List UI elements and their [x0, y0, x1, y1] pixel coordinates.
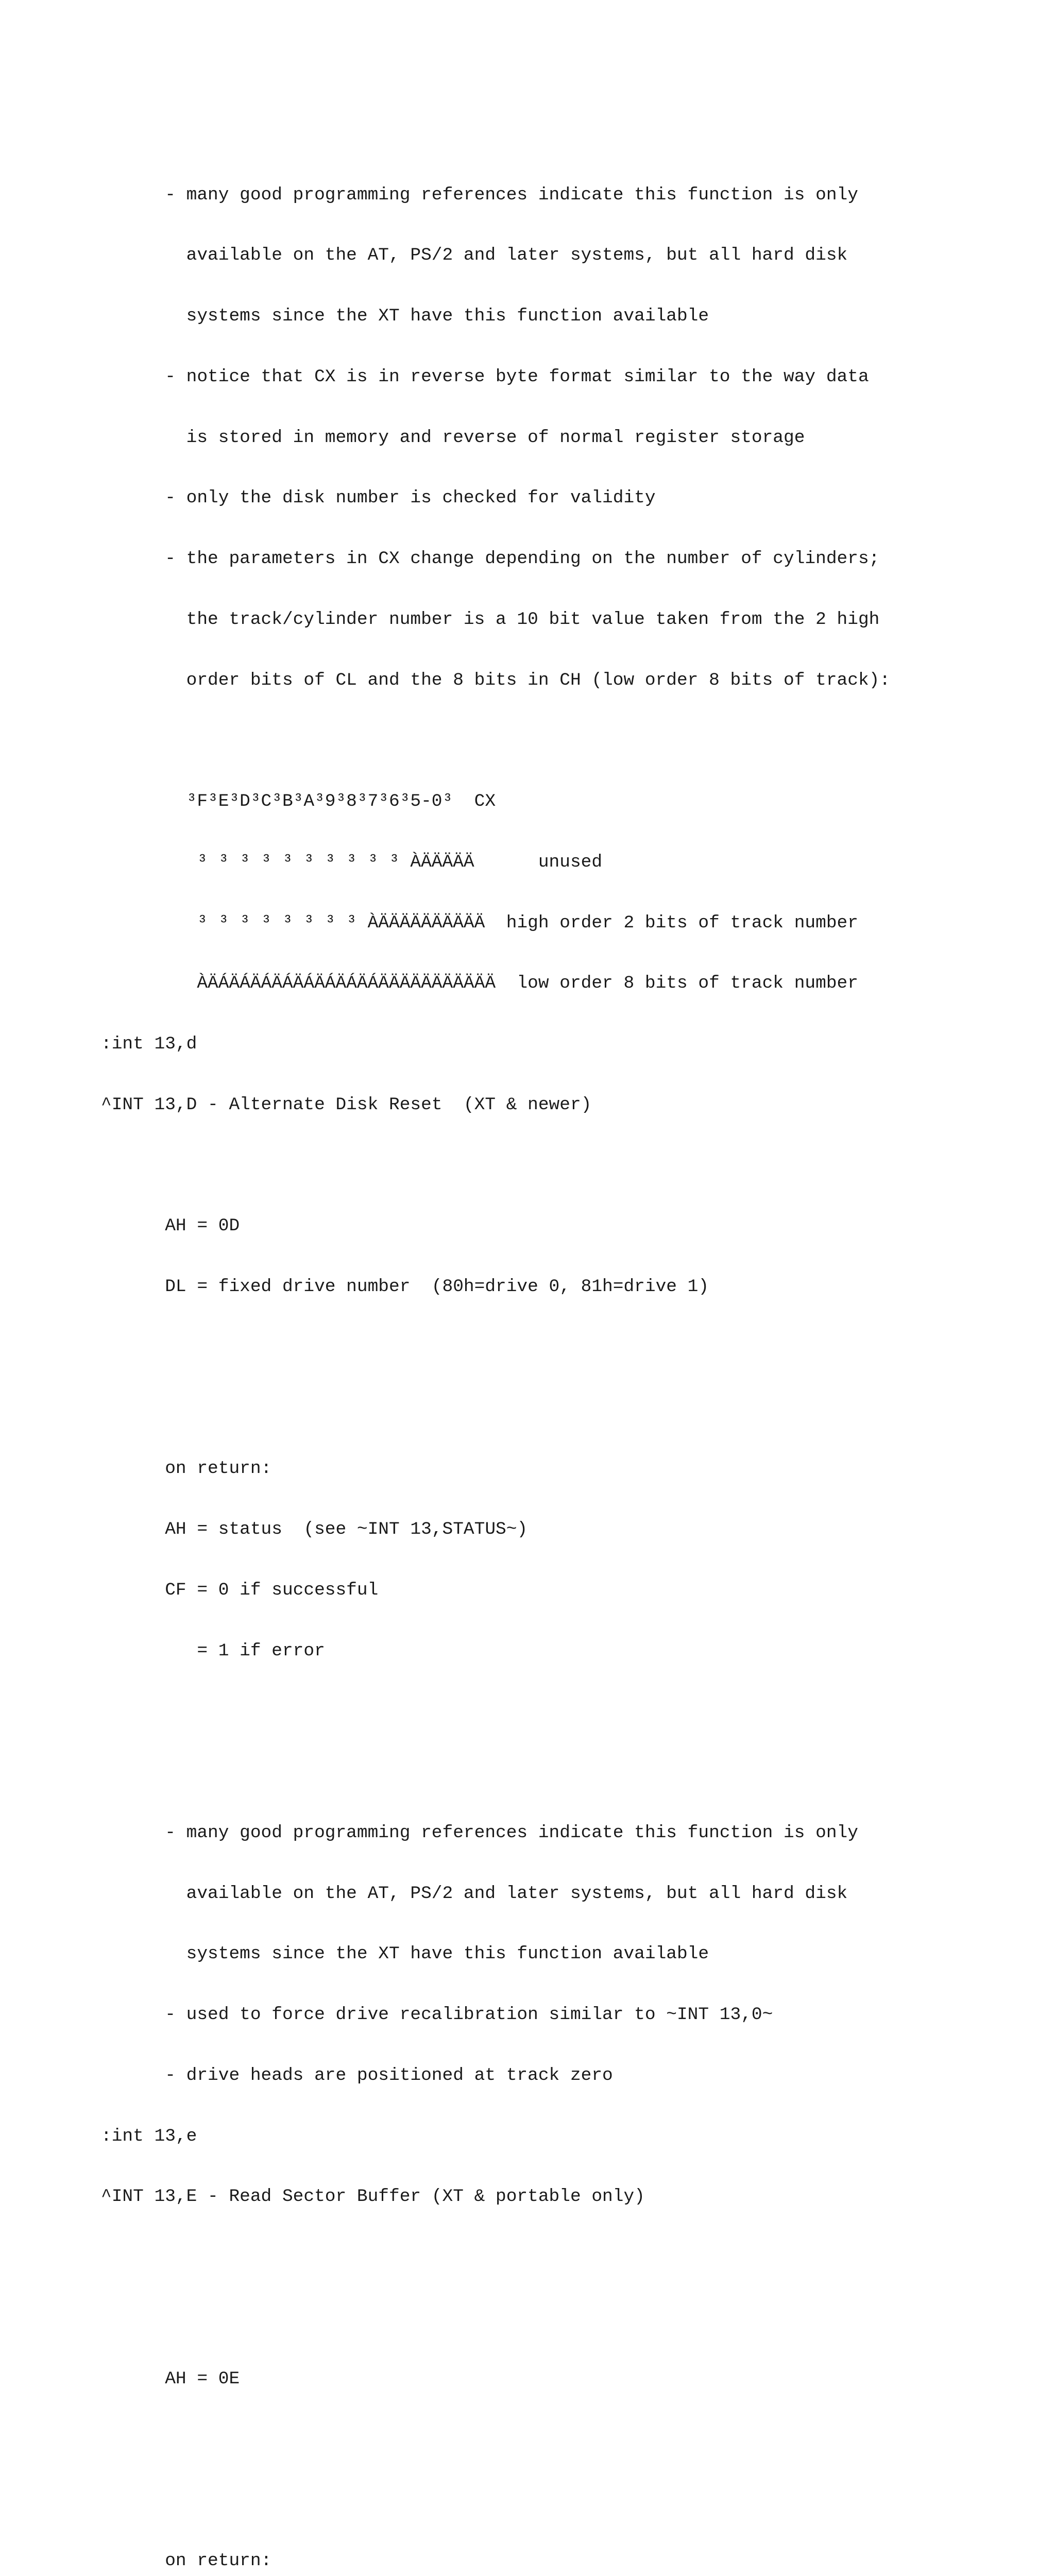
- blank-line: [101, 1701, 890, 1721]
- text-line: available on the AT, PS/2 and later systems, but all hard disk: [101, 1883, 848, 1904]
- blank-line: [101, 1337, 890, 1358]
- text-line: on return:: [101, 1459, 272, 1479]
- text-line: - many good programming references indicate this function is only: [101, 1822, 858, 1843]
- bit-diagram-header: ³F³E³D³C³B³A³9³8³7³6³5-0³ CX: [101, 791, 496, 811]
- blank-line: [101, 1398, 890, 1418]
- topic-tag: :int 13,e: [101, 2126, 197, 2146]
- text-line: systems since the XT have this function available: [101, 1944, 709, 1964]
- text-line: - only the disk number is checked for validity: [101, 488, 656, 509]
- text-line: CF = 0 if successful: [101, 1580, 379, 1600]
- text-line: available on the AT, PS/2 and later systems, but all hard disk: [101, 245, 848, 266]
- bit-diagram-line: ÀÄÁÄÁÄÁÄÁÄÁÄÁÄÁÄÁÄÄÄÄÄÄÄÄÄÄÄ low order 8 bits of track number: [101, 973, 858, 994]
- text-line: - notice that CX is in reverse byte format similar to the way data: [101, 366, 869, 387]
- text-line: AH = 0E: [101, 2368, 240, 2389]
- blank-line: [101, 1156, 890, 1176]
- bit-diagram-line: ³ ³ ³ ³ ³ ³ ³ ³ ÀÄÄÄÄÄÄÄÄÄÄ high order 2 bits of track number: [101, 912, 858, 933]
- text-line: AH = 0D: [101, 1216, 240, 1236]
- blank-line: [101, 731, 890, 751]
- text-line: AH = status (see ~INT 13,STATUS~): [101, 1519, 528, 1539]
- bit-diagram-line: ³ ³ ³ ³ ³ ³ ³ ³ ³ ³ ÀÄÄÄÄÄ unused: [101, 852, 603, 872]
- text-line: systems since the XT have this function available: [101, 306, 709, 326]
- blank-line: [101, 2490, 890, 2510]
- blank-line: [101, 2308, 890, 2328]
- text-line: DL = fixed drive number (80h=drive 0, 81h=drive 1): [101, 1277, 709, 1297]
- document-text: [101, 144, 890, 2576]
- section-heading: ^INT 13,E - Read Sector Buffer (XT & portable only): [101, 2187, 645, 2207]
- blank-line: [101, 2247, 890, 2267]
- text-line: order bits of CL and the 8 bits in CH (low order 8 bits of track):: [101, 670, 891, 690]
- text-line: - the parameters in CX change depending on the number of cylinders;: [101, 549, 880, 569]
- blank-line: [101, 2429, 890, 2449]
- text-line: is stored in memory and reverse of normal register storage: [101, 427, 805, 448]
- text-line: the track/cylinder number is a 10 bit value taken from the 2 high: [101, 609, 880, 630]
- text-line: - used to force drive recalibration similar to ~INT 13,0~: [101, 2005, 773, 2025]
- text-line: = 1 if error: [101, 1640, 325, 1661]
- text-line: on return:: [101, 2550, 272, 2571]
- text-line: - many good programming references indicate this function is only: [101, 184, 858, 205]
- topic-tag: :int 13,d: [101, 1034, 197, 1054]
- blank-line: [101, 1762, 890, 1782]
- text-line: - drive heads are positioned at track zero: [101, 2065, 613, 2086]
- section-heading: ^INT 13,D - Alternate Disk Reset (XT & newer): [101, 1094, 592, 1115]
